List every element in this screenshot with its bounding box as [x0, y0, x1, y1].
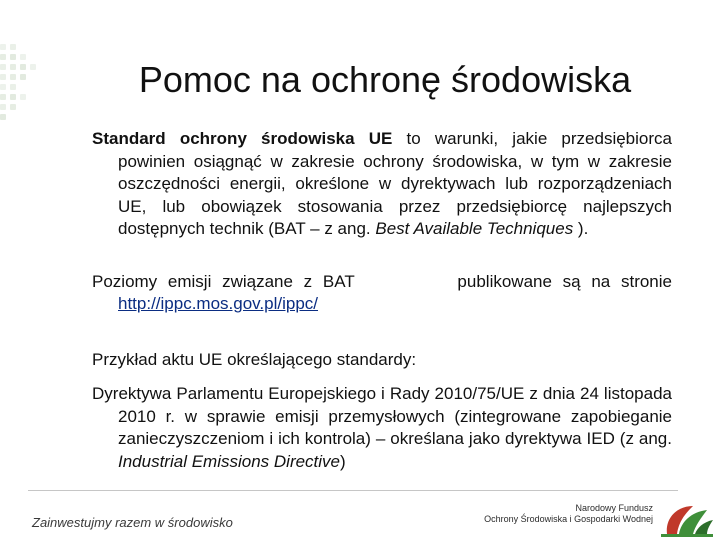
standard-term: Standard ochrony środowiska UE	[92, 129, 393, 148]
nfosigw-logo	[484, 500, 715, 538]
decorative-dot	[0, 104, 6, 110]
emissions-text-right: publikowane są na stronie	[457, 271, 672, 291]
footer-slogan: Zainwestujmy razem w środowisko	[32, 515, 233, 530]
standard-paragraph	[92, 128, 672, 241]
decorative-dot	[0, 114, 6, 120]
decorative-dot	[10, 94, 16, 100]
emissions-line	[92, 271, 672, 294]
decorative-dot	[0, 54, 6, 60]
decorative-dot	[10, 54, 16, 60]
directive-tail: )	[340, 451, 346, 471]
emissions-paragraph	[92, 271, 672, 316]
directive-italic-term: Industrial Emissions Directive	[118, 451, 341, 471]
directive-paragraph	[92, 383, 672, 473]
decorative-dot	[0, 44, 6, 50]
decorative-dot	[30, 64, 36, 70]
standard-tail: ).	[573, 219, 589, 238]
decorative-dot	[0, 84, 6, 90]
standard-text: to warunki, jakie przedsiębiorca powinien osiągnąć w zakresie ochrony środowiska, w tym w zakresie oszczędności energii, określone w dyrektywach lub rozporządzeniach UE, lub obowiązek stosowania przez przedsiębiorcę najlepszych dostępnych technik (BAT – z ang.	[118, 129, 672, 238]
footer-divider	[28, 490, 678, 491]
logo-line-1: Narodowy Fundusz	[575, 503, 653, 513]
example-heading: Przykład aktu UE określającego standardy:	[92, 349, 417, 369]
decorative-dot	[0, 64, 6, 70]
decorative-dot	[20, 64, 26, 70]
decorative-dot	[0, 94, 6, 100]
decorative-dot	[0, 74, 6, 80]
emissions-text-left: Poziomy emisji związane z BAT	[92, 271, 355, 291]
standard-italic-term: Best Available Techniques	[375, 219, 574, 238]
decorative-dot	[10, 64, 16, 70]
logo-text	[483, 503, 653, 525]
decorative-dot	[10, 74, 16, 80]
decorative-dot	[10, 104, 16, 110]
decorative-dot	[20, 94, 26, 100]
logo-base	[661, 534, 713, 537]
nfosigw-logo-icon	[657, 500, 715, 538]
decorative-dot	[20, 54, 26, 60]
logo-line-2: Ochrony Środowiska i Gospodarki Wodnej	[484, 514, 653, 524]
decorative-dot	[20, 74, 26, 80]
ippc-link[interactable]: http://ippc.mos.gov.pl/ippc/	[118, 294, 319, 313]
decorative-dot	[10, 84, 16, 90]
slide-body	[92, 128, 672, 473]
logo-mark-graphic	[657, 500, 715, 538]
decorative-dot	[10, 44, 16, 50]
slide-title: Pomoc na ochronę środowiska	[138, 59, 632, 100]
directive-text: Dyrektywa Parlamentu Europejskiego i Rady 2010/75/UE z dnia 24 listopada 2010 r. w sprawie emisji przemysłowych (zintegrowane zapobieganie zanieczyszczeniom i ich kontrola) – określana jako dyrektywa IED (z ang.	[92, 384, 672, 448]
